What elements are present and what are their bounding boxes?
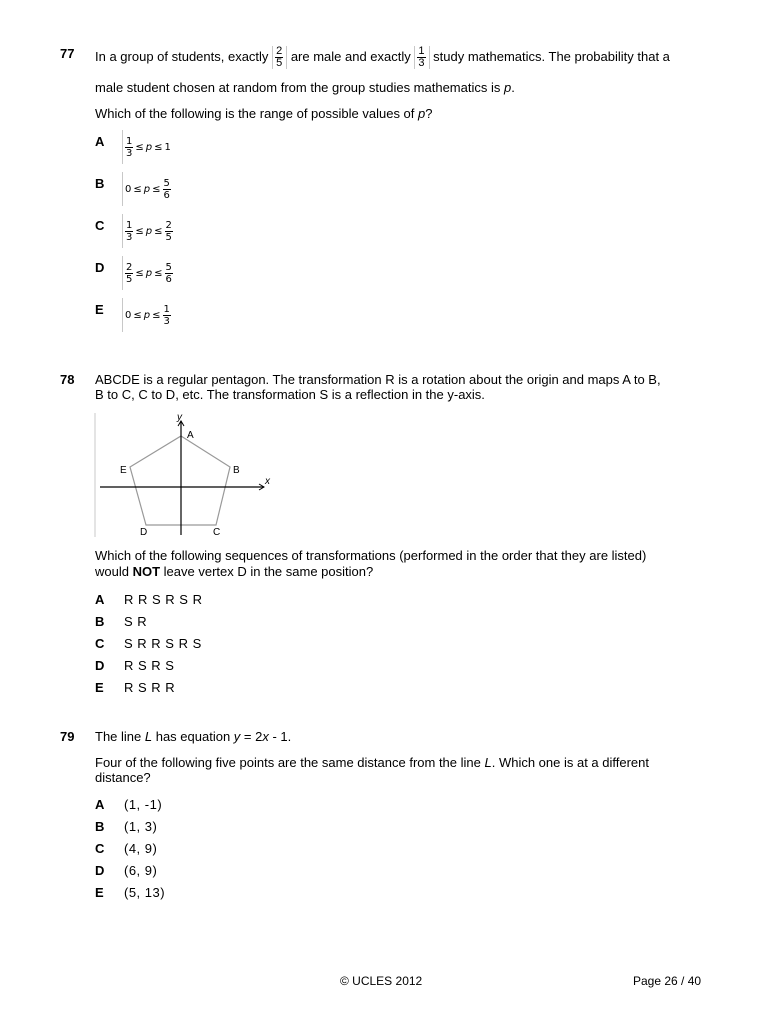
q77-question-text: Which of the following is the range of possible values of	[95, 106, 419, 121]
fraction-two-fifths	[272, 46, 287, 69]
frac-num: 1	[163, 303, 170, 315]
q77-option-e-expression[interactable]	[122, 298, 171, 332]
q79-stem-line1	[95, 729, 715, 745]
fraction	[125, 262, 133, 285]
frac-num: 2	[126, 261, 133, 273]
leq-symbol: ≤	[154, 141, 163, 153]
leq-symbol: ≤	[154, 225, 163, 237]
var-p: p	[145, 225, 153, 237]
q79-option-b-text[interactable]: (1, 3)	[124, 819, 158, 834]
q77-option-d-letter[interactable]: D	[95, 260, 105, 275]
q79-var-l: L	[144, 729, 153, 744]
q78-question-line2	[95, 564, 715, 580]
q78-question-text-a: would	[95, 564, 133, 579]
q79-text-2b: . Which one is at a different	[491, 755, 650, 770]
leq-symbol: ≤	[133, 309, 142, 321]
q79-text-c: = 2	[240, 729, 263, 744]
q77-option-c-expression[interactable]	[122, 214, 173, 248]
q79-option-c-letter[interactable]: C	[95, 841, 105, 856]
q77-option-e-letter[interactable]: E	[95, 302, 104, 317]
frac-den: 3	[163, 315, 170, 327]
q78-option-a-letter[interactable]: A	[95, 592, 105, 607]
q77-option-d-expression[interactable]	[122, 256, 173, 290]
q78-option-b-text[interactable]: S R	[124, 614, 148, 629]
q78-stem-line1: ABCDE is a regular pentagon. The transformation R is a rotation about the origin and maps A to B,	[95, 372, 661, 387]
q79-option-e-text[interactable]: (5, 13)	[124, 885, 166, 900]
vertex-label-b: B	[233, 465, 240, 476]
frac-num: 5	[165, 261, 172, 273]
q77-option-b-letter[interactable]: B	[95, 176, 105, 191]
q77-stem-line2	[95, 80, 715, 96]
footer-copyright: © UCLES 2012	[340, 974, 423, 988]
leq-symbol: ≤	[152, 309, 161, 321]
q79-option-a-letter[interactable]: A	[95, 797, 105, 812]
q79-var-x: x	[262, 729, 269, 744]
question-number-77: 77	[60, 46, 75, 61]
question-number-78: 78	[60, 372, 75, 387]
fraction	[125, 136, 133, 159]
frac-num: 1	[418, 45, 425, 57]
frac-num: 2	[276, 45, 283, 57]
q79-option-d-letter[interactable]: D	[95, 863, 105, 878]
frac-den: 5	[276, 57, 283, 69]
q77-text-1b: are male and exactly	[290, 48, 411, 64]
q77-question	[95, 106, 715, 122]
q77-option-c-letter[interactable]: C	[95, 218, 105, 233]
frac-den: 6	[163, 189, 170, 201]
var-p: p	[145, 141, 153, 153]
frac-den: 3	[126, 231, 133, 243]
q78-option-c-letter[interactable]: C	[95, 636, 105, 651]
frac-den: 5	[165, 231, 172, 243]
question-number-79: 79	[60, 729, 75, 744]
q77-option-a-expression[interactable]	[122, 130, 171, 164]
frac-num: 1	[126, 219, 133, 231]
q79-text-b: has equation	[152, 729, 234, 744]
q79-option-e-letter[interactable]: E	[95, 885, 104, 900]
q79-stem-line3: distance?	[95, 770, 151, 785]
q77-text-2a: male student chosen at random from the group studies mathematics is	[95, 80, 504, 95]
vertex-label-c: C	[213, 527, 221, 538]
q79-option-d-text[interactable]: (6, 9)	[124, 863, 158, 878]
frac-num: 2	[165, 219, 172, 231]
q79-stem-line2	[95, 755, 715, 771]
q78-stem-line2: B to C, C to D, etc. The transformation S is a reflection in the y-axis.	[95, 387, 485, 402]
fraction	[163, 178, 171, 201]
var-p: p	[145, 267, 153, 279]
fraction	[165, 220, 173, 243]
leq-symbol: ≤	[152, 183, 161, 195]
fraction-one-third	[414, 46, 429, 69]
frac-num: 1	[126, 135, 133, 147]
pentagon-diagram	[94, 411, 280, 539]
q79-text-a: The line	[95, 729, 145, 744]
fraction	[163, 304, 171, 327]
q78-option-b-letter[interactable]: B	[95, 614, 105, 629]
bound-value: 1	[164, 141, 171, 153]
q79-option-c-text[interactable]: (4, 9)	[124, 841, 158, 856]
q78-question-not: NOT	[132, 564, 161, 579]
q77-var-p: p	[503, 80, 512, 95]
var-p: p	[143, 309, 151, 321]
leq-symbol: ≤	[135, 141, 144, 153]
q78-option-a-text[interactable]: R R S R S R	[124, 592, 203, 607]
q78-option-c-text[interactable]: S R R S R S	[124, 636, 202, 651]
q78-option-e-letter[interactable]: E	[95, 680, 104, 695]
leq-symbol: ≤	[133, 183, 142, 195]
q78-option-d-text[interactable]: R S R S	[124, 658, 175, 673]
q77-option-b-expression[interactable]	[122, 172, 171, 206]
vertex-label-d: D	[140, 527, 148, 538]
x-axis-label: x	[265, 476, 270, 487]
q78-option-e-text[interactable]: R S R R	[124, 680, 176, 695]
q79-var-y: y	[233, 729, 241, 744]
bound-value: 0	[125, 183, 132, 195]
q77-stem-line1	[95, 46, 715, 69]
q77-option-a-letter[interactable]: A	[95, 134, 105, 149]
q78-option-d-letter[interactable]: D	[95, 658, 105, 673]
frac-num: 5	[163, 177, 170, 189]
q79-var-l2: L	[484, 755, 492, 770]
var-p: p	[143, 183, 151, 195]
q78-question-line1: Which of the following sequences of transformations (performed in the order that they are listed)	[95, 548, 647, 563]
fraction	[165, 262, 173, 285]
vertex-label-e: E	[120, 465, 127, 476]
frac-den: 5	[126, 273, 133, 285]
pentagon-shape	[130, 436, 230, 525]
y-axis-label: y	[177, 412, 182, 423]
leq-symbol: ≤	[154, 267, 163, 279]
q79-text-2a: Four of the following five points are the same distance from the line	[95, 755, 485, 770]
q77-text-2end: .	[511, 80, 515, 95]
fraction	[125, 220, 133, 243]
q79-text-d: - 1.	[268, 729, 292, 744]
leq-symbol: ≤	[135, 267, 144, 279]
footer-page-number: Page 26 / 40	[633, 974, 702, 988]
leq-symbol: ≤	[135, 225, 144, 237]
q77-question-end: ?	[425, 106, 433, 121]
q78-question-text-b: leave vertex D in the same position?	[160, 564, 374, 579]
q77-text-1c: study mathematics. The probability that a	[433, 48, 670, 64]
frac-den: 3	[126, 147, 133, 159]
q79-option-a-text[interactable]: (1, -1)	[124, 797, 163, 812]
q79-option-b-letter[interactable]: B	[95, 819, 105, 834]
frac-den: 3	[418, 57, 425, 69]
q77-question-var: p	[418, 106, 426, 121]
q77-text-1a: In a group of students, exactly	[95, 48, 269, 64]
frac-den: 6	[165, 273, 172, 285]
bound-value: 0	[125, 309, 132, 321]
vertex-label-a: A	[187, 430, 194, 441]
